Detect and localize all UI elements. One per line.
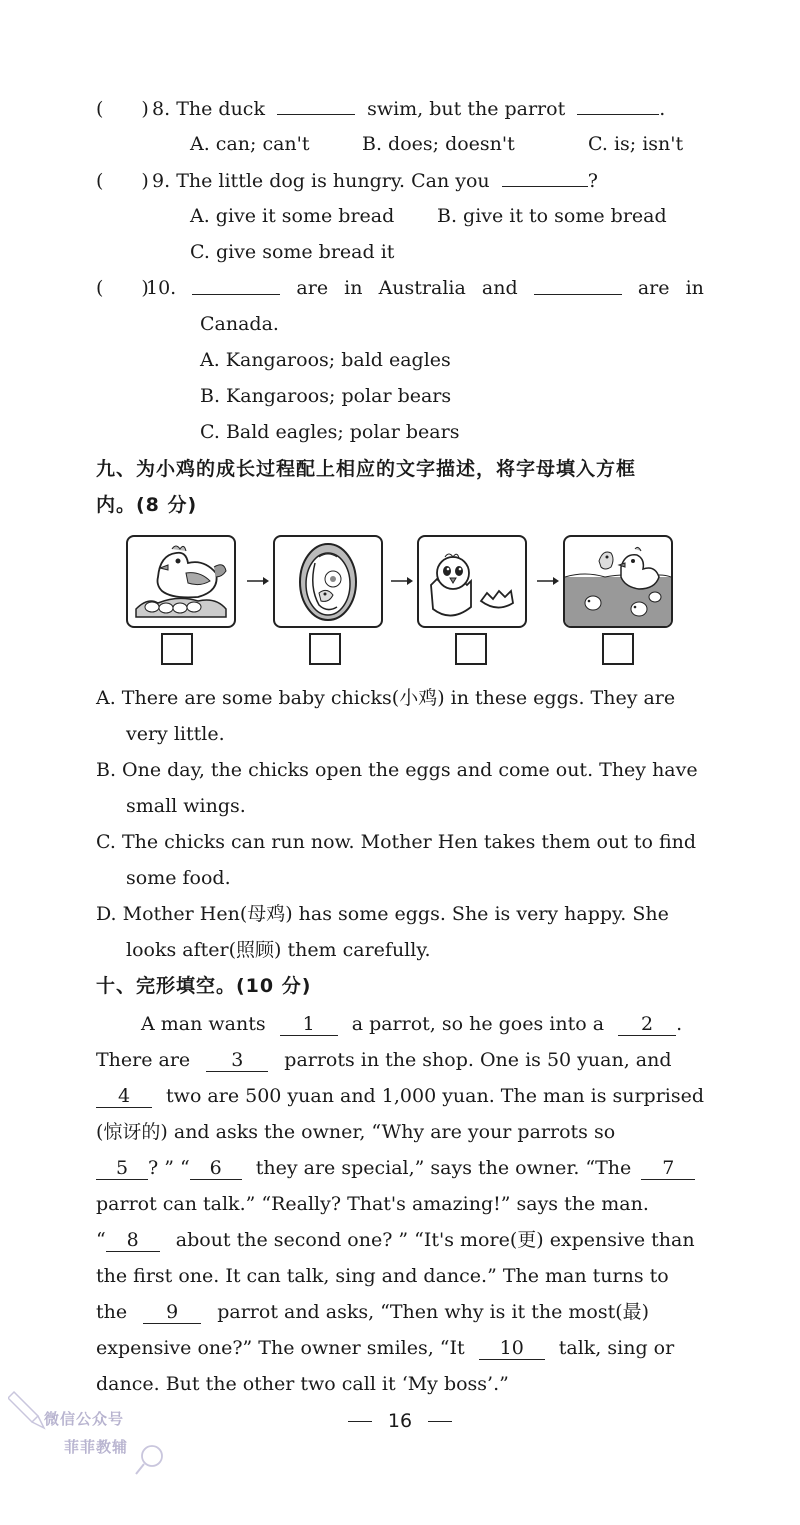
q8-blank-1[interactable]	[277, 96, 355, 115]
passage-line-2	[96, 1048, 672, 1072]
passage-text: talk, sing or	[558, 1337, 675, 1359]
cloze-blank-4[interactable]: 4	[96, 1085, 152, 1108]
passage-line-8: the first one. It can talk, sing and dance.” The man turns to	[96, 1265, 669, 1287]
watermark-line1: 微信公众号	[44, 1410, 125, 1428]
chick-in-egg-icon	[275, 537, 381, 626]
passage-line-6: parrot can talk.” “Really? That's amazing!” says the man.	[96, 1193, 649, 1215]
section9-option-a-line2: very little.	[126, 723, 225, 745]
q10-option-c: C. Bald eagles; polar bears	[200, 421, 460, 443]
passage-text: parrot and asks, “Then why is it the most(最)	[217, 1301, 650, 1323]
q8-blank-2[interactable]	[577, 96, 659, 115]
section9-option-a-line1: A. There are some baby chicks(小鸡) in these eggs. They are	[96, 687, 676, 709]
q9-stem-a: 9. The little dog is hungry. Can you	[152, 170, 490, 192]
section9-option-d-line2: looks after(照顾) them carefully.	[126, 939, 431, 961]
q10-blank-1[interactable]	[192, 276, 280, 295]
cloze-blank-5[interactable]: 5	[96, 1157, 148, 1180]
cloze-blank-3[interactable]: 3	[206, 1049, 268, 1072]
q10-word-2: in	[344, 277, 363, 299]
passage-text: There are	[96, 1049, 191, 1071]
q9-stem-end: ?	[587, 170, 598, 192]
cloze-blank-10[interactable]: 10	[479, 1337, 545, 1360]
section10-title: 十、完形填空。(10 分)	[96, 975, 312, 997]
page-number-footer	[0, 1410, 800, 1432]
passage-line-7	[96, 1228, 695, 1252]
passage-text: A man wants	[141, 1013, 266, 1035]
q8-stem-end: .	[659, 98, 666, 120]
cloze-blank-2[interactable]: 2	[618, 1013, 676, 1036]
passage-text: the	[96, 1301, 128, 1323]
q8-stem-b: swim, but the parrot	[367, 98, 566, 120]
hen-and-chicks-icon	[565, 537, 671, 626]
answer-box-1[interactable]	[161, 633, 193, 665]
cloze-blank-6[interactable]: 6	[190, 1157, 242, 1180]
answer-box-3[interactable]	[455, 633, 487, 665]
q10-word-1: are	[296, 277, 329, 299]
cloze-blank-7[interactable]: 7	[641, 1157, 695, 1180]
passage-line-11: dance. But the other two call it ‘My boss’.”	[96, 1373, 509, 1395]
picture-chick-in-egg	[273, 535, 383, 628]
q9-option-b: B. give it to some bread	[437, 205, 667, 227]
section9-title-line2: 内。(8 分)	[96, 494, 198, 516]
passage-text: expensive one?” The owner smiles, “It	[96, 1337, 465, 1359]
cloze-blank-8[interactable]: 8	[106, 1229, 160, 1252]
q10-word-6: in	[685, 277, 704, 299]
passage-line-5	[96, 1156, 695, 1180]
cloze-blank-1[interactable]: 1	[280, 1013, 338, 1036]
q10-word-3: Australia	[378, 277, 466, 299]
hen-with-eggs-icon	[128, 537, 234, 626]
watermark-line2: 菲菲教辅	[64, 1438, 129, 1456]
passage-text: .	[676, 1013, 683, 1035]
arrow-right-icon	[536, 574, 560, 588]
q10-word-4: and	[481, 277, 518, 299]
q8-option-a: A. can; can't	[190, 133, 310, 155]
passage-line-1	[141, 1012, 682, 1036]
q8-option-b: B. does; doesn't	[362, 133, 515, 155]
passage-line-4: (惊讶的) and asks the owner, “Why are your parrots so	[96, 1121, 616, 1143]
picture-hen-with-eggs	[126, 535, 236, 628]
passage-text: two are 500 yuan and 1,000 yuan. The man is surprised	[166, 1085, 705, 1107]
picture-hatching-chick	[417, 535, 527, 628]
passage-text: parrots in the shop. One is 50 yuan, and	[284, 1049, 672, 1071]
hatching-chick-icon	[419, 537, 525, 626]
passage-line-9	[96, 1300, 649, 1324]
passage-text: about the second one? ” “It's more(更) expensive than	[175, 1229, 695, 1251]
q10-stem	[96, 276, 704, 300]
section9-option-b-line2: small wings.	[126, 795, 246, 817]
section9-option-c-line1: C. The chicks can run now. Mother Hen takes them out to find	[96, 831, 697, 853]
answer-box-4[interactable]	[602, 633, 634, 665]
q9-blank[interactable]	[502, 168, 588, 187]
arrow-right-icon	[246, 574, 270, 588]
picture-hen-and-chicks	[563, 535, 673, 628]
q10-option-b: B. Kangaroos; polar bears	[200, 385, 452, 407]
passage-line-10	[96, 1336, 674, 1360]
section9-option-b-line1: B. One day, the chicks open the eggs and come out. They have	[96, 759, 698, 781]
q9-option-a: A. give it some bread	[190, 205, 395, 227]
passage-text: ? ” “	[148, 1157, 190, 1179]
section9-title-line1: 九、为小鸡的成长过程配上相应的文字描述，将字母填入方框	[96, 458, 637, 480]
q10-stem-continued: Canada.	[200, 313, 279, 335]
pen-magnifier-icon	[8, 1388, 168, 1478]
arrow-right-icon	[390, 574, 414, 588]
watermark	[8, 1388, 168, 1478]
q9-stem	[96, 168, 598, 193]
answer-box-2[interactable]	[309, 633, 341, 665]
q8-stem	[96, 96, 665, 121]
passage-line-3	[96, 1084, 704, 1108]
q10-number: 10.	[146, 277, 177, 299]
page-number: 16	[387, 1410, 413, 1432]
passage-text: a parrot, so he goes into a	[351, 1013, 605, 1035]
q8-stem-a: 8. The duck	[152, 98, 265, 120]
passage-text: “	[96, 1229, 106, 1251]
q8-option-c: C. is; isn't	[588, 133, 684, 155]
q10-answer-bracket[interactable]: ( )	[96, 277, 149, 299]
cloze-blank-9[interactable]: 9	[143, 1301, 201, 1324]
q10-blank-2[interactable]	[534, 276, 622, 295]
section9-option-d-line1: D. Mother Hen(母鸡) has some eggs. She is very happy. She	[96, 903, 669, 925]
section9-option-c-line2: some food.	[126, 867, 231, 889]
q10-option-a: A. Kangaroos; bald eagles	[200, 349, 451, 371]
q9-answer-bracket[interactable]: ( )	[96, 170, 149, 192]
q10-word-5: are	[637, 277, 670, 299]
passage-text: they are special,” says the owner. “The	[255, 1157, 632, 1179]
q8-answer-bracket[interactable]: ( )	[96, 98, 149, 120]
q9-option-c: C. give some bread it	[190, 241, 395, 263]
